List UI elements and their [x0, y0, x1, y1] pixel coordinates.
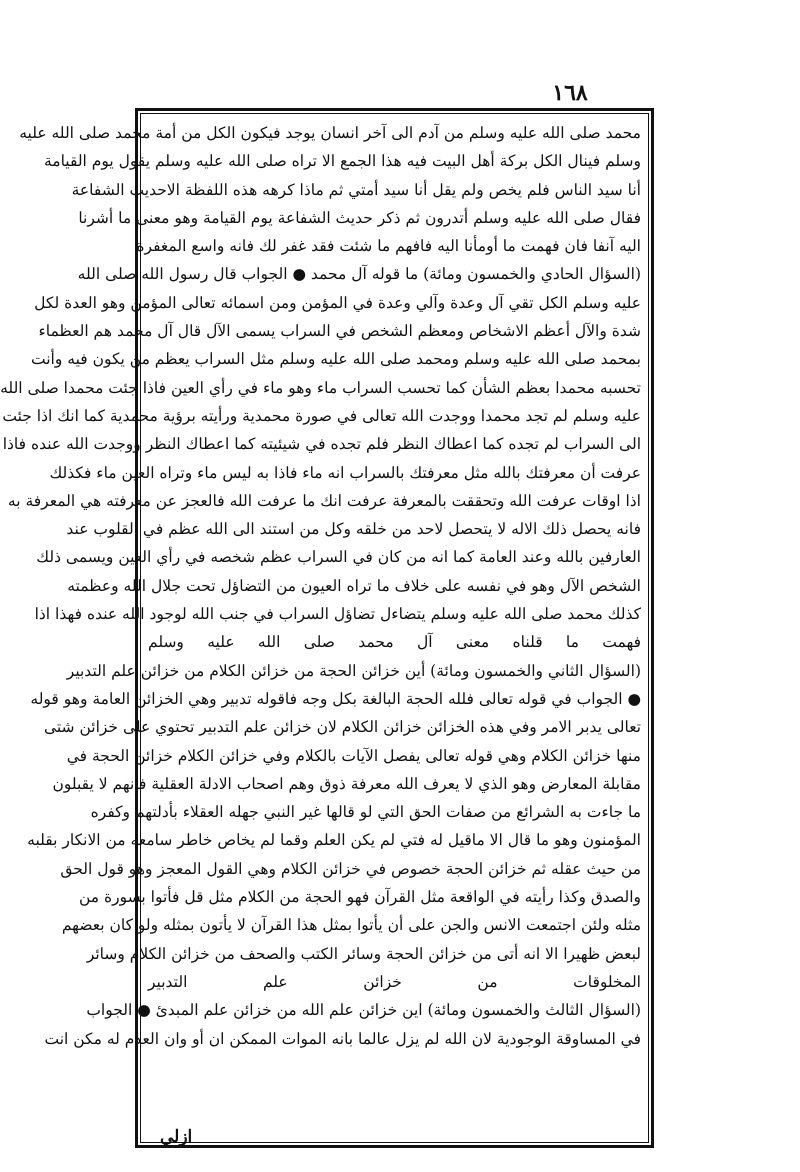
page-number: ١٦٨ [552, 80, 588, 106]
text-line: وسلم فينال الكل بركة أهل البيت فيه هذا الجمع الا تراه صلى الله عليه وسلم يقول يوم القيامة [43, 152, 641, 171]
text-line: الشخص الآل وهو في نفسه على خلاف ما تراه العيون من التضاؤل تحت جلال الله وعظمته [67, 576, 641, 595]
text-line: بمحمد صلى الله عليه وسلم ومحمد صلى الله عليه وسلم مثل السراب يعظم من يكون فيه وأنت [31, 350, 641, 369]
text-line: شدة والآل أعظم الاشخاص ومعظم الشخص في السراب يسمى الآل قال آل محمد هم العظماء [38, 322, 641, 341]
text-line: (السؤال الحادي والخمسون ومائة) ما قوله آل محمد ● الجواب قال رسول الله صلى الله [77, 265, 641, 284]
text-line: فانه يحصل ذلك الاله لا يتحصل لاحد من خلقه وكل من استند الى الله عظم في القلوب عند [66, 520, 641, 539]
text-line: العارفين بالله وعند العامة كما انه من كان في السراب عظم شخصه في رأي العين ويسمى ذلك [36, 548, 641, 567]
text-line: اليه آنفا فان فهمت ما أومأنا اليه فافهم ما شئت فقد غفر لك فانه واسع المغفرة [136, 237, 641, 256]
catchword: ازلي [160, 1127, 193, 1147]
text-line: تحسبه محمدا بعظم الشأن كما تحسب السراب ماء وهو ماء في رأي العين فاذا جئت محمدا صلى الله [0, 378, 641, 397]
text-line: الى السراب لم تجده كما اعطاك النظر فلم تجده في شيئيته كما اعطاك النظر ووجدت الله عنده فاذا [2, 435, 641, 454]
text-line: ● الجواب في قوله تعالى فلله الحجة البالغة بكل وجه فاقوله تدبير وهي الخزائن العامة وهو قوله [30, 689, 641, 708]
text-line: كذلك محمد صلى الله عليه وسلم يتضاءل تضاؤل السراب في جنب الله لوجود الله عنده فهذا اذا [34, 605, 641, 624]
text-line: في المساوقة الوجودية لان الله لم يزل عالما بانه الموات الممكن ان أو وان العدم له مكن انت [44, 1029, 641, 1048]
text-line: المخلوقات من خزائن علم التدبير [148, 972, 641, 991]
text-line: مثله ولئن اجتمعت الانس والجن على أن يأتوا بمثل هذا القرآن لا يأتون بمثله ولو كان بعضهم [61, 916, 641, 935]
text-line: (السؤال الثالث والخمسون ومائة) اين خزائن علم الله من خزائن علم المبدئ ● الجواب [86, 1001, 641, 1020]
text-line: منها خزائن الكلام وهي قوله تعالى يفصل الآيات بالكلام وفي خزائن الكلام خزائن الحجة في [66, 746, 641, 765]
text-line: محمد صلى الله عليه وسلم من آدم الى آخر انسان يوجد فيكون الكل من أمة محمد صلى الله عليه [19, 124, 641, 142]
text-line: والصدق وكذا رأيته في الواقعة مثل القرآن فهو الحجة من الكلام مثل قل فأتوا بسورة من [78, 888, 641, 907]
text-line: ما جاءت به الشرائع من صفات الحق التي لو قالها غير النبي جهله العقلاء بأدلتهم وكفره [90, 803, 641, 822]
text-line: عرفت أن معرفتك بالله مثل معرفتك بالسراب انه ماء فاذا به ليس ماء وتراه العين ماء فكذلك [49, 463, 641, 482]
text-line: أنا سيد الناس فلم يخص ولم يقل أنا سيد أمتي ثم ماذا كرهه هذه اللفظة الاحديث الشفاعة [71, 180, 641, 199]
text-line: اذا اوقات عرفت الله وتحققت بالمعرفة عرفت انك ما عرفت الله فالعجز عن معرفته هي المعرفة به [7, 491, 641, 510]
text-line: من حيث عقله ثم خزائن الحجة خصوص في خزائن الكلام وهي القول المعجز وهو قول الحق [60, 859, 641, 878]
text-line: عليه وسلم الكل تقي آل وعدة وآلي وعدة في المؤمن ومن اسمائه تعالى المؤمن وهو العدة لكل [34, 293, 641, 312]
text-line: عليه وسلم لم تجد محمدا ووجدت الله تعالى في صورة محمدية ورأيته برؤية محمدية كما انك اذا جئت [2, 406, 641, 425]
text-line: لبعض ظهيرا الا انه أتى من خزائن الحجة وسائر الكتب والصحف من خزائن الكلام وسائر [86, 944, 641, 963]
text-line: (السؤال الثاني والخمسون ومائة) أين خزائن الحجة من خزائن الكلام من خزائن علم التدبير [66, 661, 641, 680]
text-frame [0, 108, 654, 1148]
text-line: المؤمنون وهو ما قال الا ماقيل له فتي لم يكن العلم وقما لم يخاص خاطر سامعه من الانكار بقلبه [27, 831, 641, 850]
text-line: فهمت ما قلناه معنى آل محمد صلى الله عليه وسلم [148, 633, 641, 652]
text-line: تعالى يدبر الامر وفي هذه الخزائن خزائن الكلام لان خزائن علم التدبير تحتوي على خزائن شتى [43, 718, 641, 737]
text-line: مقابلة المعارض وهو الذي لا يعرف الله معرفة ذوق وهم اصحاب الادلة العقلية فانهم لا يقبلون [52, 774, 641, 793]
text-line: فقال صلى الله عليه وسلم أتدرون ثم ذكر حديث الشفاعة يوم القيامة وهو معنى ما أشرنا [78, 208, 641, 227]
